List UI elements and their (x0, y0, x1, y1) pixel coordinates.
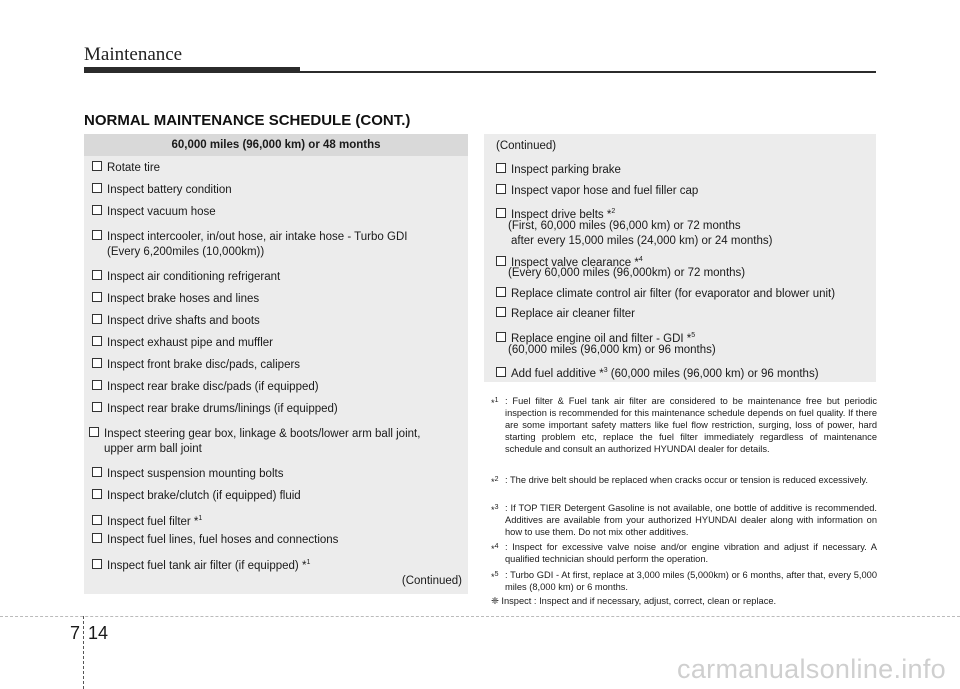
list-item: Inspect vacuum hose (92, 205, 216, 220)
list-item-subline: (First, 60,000 miles (96,000 km) or 72 months (508, 220, 741, 232)
list-item: Inspect fuel filter *$^1$ (92, 511, 202, 530)
continued-label: (Continued) (496, 140, 557, 152)
continued-label: (Continued) (401, 575, 462, 587)
list-item: Replace air cleaner filter (496, 307, 635, 322)
checkbox-icon (496, 184, 506, 194)
list-item: Replace climate control air filter (for evaporator and blower unit) (496, 287, 835, 302)
page-number: 14 (88, 623, 109, 643)
list-item: Inspect front brake disc/pads, calipers (92, 358, 300, 373)
footnote: *$^5$ : Turbo GDI - At first, replace at 3,000 miles (5,000km) or 6 months, after that, every 5,000 miles (8,000 km) or 6 months. (491, 570, 877, 592)
list-item: Add fuel additive *$^3$ (60,000 miles (96,000 km) or 96 months) (496, 363, 819, 382)
list-item-subline: (Every 60,000 miles (96,000km) or 72 months) (508, 267, 746, 279)
list-item: Inspect steering gear box, linkage & boots/lower arm ball joint, (89, 427, 420, 442)
list-item: Inspect drive shafts and boots (92, 314, 260, 329)
checkbox-icon (496, 208, 506, 218)
list-item: Inspect drive belts *$^2$ (496, 204, 615, 223)
checkbox-icon (496, 367, 506, 377)
header-bar-thin (300, 71, 876, 73)
list-item: Inspect fuel tank air filter (if equipped) *$^1$ (92, 555, 310, 574)
checkbox-icon (496, 287, 506, 297)
footnote: *$^4$ : Inspect for excessive valve noise and/or engine vibration and adjust if necessary. A qualified technician should perform the operation. (491, 542, 877, 564)
right-schedule-panel (484, 134, 876, 382)
checkbox-icon (92, 336, 102, 346)
checkbox-icon (92, 380, 102, 390)
checkbox-icon (92, 489, 102, 499)
inspect-note: ❈ Inspect : Inspect and if necessary, adjust, correct, clean or replace. (491, 596, 777, 606)
list-item: Inspect parking brake (496, 163, 621, 178)
footnote: *$^3$ : If TOP TIER Detergent Gasoline is not available, one bottle of additive is recommended. Additives are available from your authorized HYUNDAI dealer along with information on how to use them. Do not mix other additives. (491, 503, 877, 537)
list-item-subline: (Every 6,200miles (10,000km)) (107, 246, 265, 258)
list-item: Inspect brake hoses and lines (92, 292, 259, 307)
list-item: Inspect valve clearance *$^4$ (496, 252, 643, 271)
watermark: carmanualsonline.info (677, 654, 946, 684)
list-item: Inspect rear brake disc/pads (if equipped) (92, 380, 319, 395)
list-item: Inspect vapor hose and fuel filler cap (496, 184, 698, 199)
list-item: Rotate tire (92, 161, 160, 176)
list-item: Inspect rear brake drums/linings (if equipped) (92, 402, 338, 417)
checkbox-icon (92, 205, 102, 215)
list-item: Inspect fuel lines, fuel hoses and connections (92, 533, 338, 548)
list-item: Replace engine oil and filter - GDI *$^5$ (496, 328, 695, 347)
list-item: Inspect exhaust pipe and muffler (92, 336, 273, 351)
interval-title: 60,000 miles (96,000 km) or 48 months (84, 134, 468, 156)
checkbox-icon (92, 230, 102, 240)
checkbox-icon (92, 314, 102, 324)
checkbox-icon (496, 332, 506, 342)
list-item: Inspect air conditioning refrigerant (92, 270, 280, 285)
page-margin-line (83, 616, 84, 689)
list-item: Inspect suspension mounting bolts (92, 467, 283, 482)
checkbox-icon (92, 533, 102, 543)
section-title: Maintenance (84, 44, 183, 65)
list-item: Inspect battery condition (92, 183, 232, 198)
checkbox-icon (92, 358, 102, 368)
checkbox-icon (92, 402, 102, 412)
checkbox-icon (92, 515, 102, 525)
list-item: Inspect intercooler, in/out hose, air intake hose - Turbo GDI (92, 230, 407, 245)
list-item-subline: (60,000 miles (96,000 km) or 96 months) (508, 344, 716, 356)
footnote: *$^2$ : The drive belt should be replaced when cracks occur or tension is reduced excessively. (491, 475, 868, 488)
checkbox-icon (92, 559, 102, 569)
checkbox-icon (496, 163, 506, 173)
checkbox-icon (92, 292, 102, 302)
checkbox-icon (92, 270, 102, 280)
list-item: Inspect brake/clutch (if equipped) fluid (92, 489, 301, 504)
checkbox-icon (89, 427, 99, 437)
checkbox-icon (92, 183, 102, 193)
checkbox-icon (496, 307, 506, 317)
header-bar-thick (84, 67, 300, 73)
footnote: *$^1$ : Fuel filter & Fuel tank air filter are considered to be maintenance free but periodic inspection is recommended for this maintenance schedule depends on fuel quality. If there are some important safety matters like fuel flow restriction, surging, loss of power, hard starting problem etc, replace the fuel filter immediately regardless of maintenance schedule and consult an authorized HYUNDAI dealer for details. (491, 396, 877, 454)
checkbox-icon (496, 256, 506, 266)
list-item-subline: after every 15,000 miles (24,000 km) or 24 months) (511, 235, 773, 247)
checkbox-icon (92, 467, 102, 477)
schedule-heading: NORMAL MAINTENANCE SCHEDULE (CONT.) (84, 112, 411, 129)
left-schedule-panel (84, 134, 468, 594)
checkbox-icon (92, 161, 102, 171)
chapter-number: 7 (70, 623, 81, 643)
page-divider (0, 616, 960, 617)
list-item-subline: upper arm ball joint (104, 443, 202, 455)
